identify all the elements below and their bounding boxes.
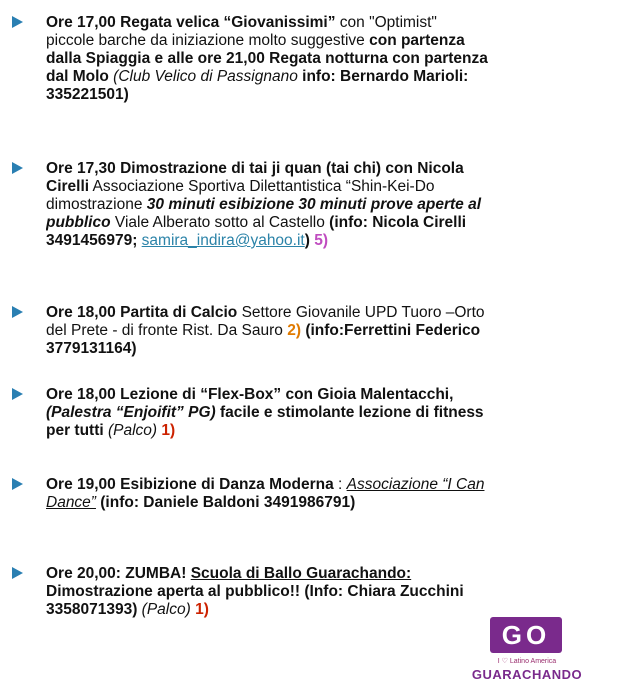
text-segment: Ore 18,00 Partita di Calcio — [46, 304, 238, 321]
text-segment: 3358071393) — [46, 601, 138, 618]
text-segment: Ore 18,00 Lezione di “Flex-Box” con Gioia Malentacchi, — [46, 386, 454, 403]
text-segment: (info: Nicola Cirelli — [329, 214, 467, 231]
text-line — [46, 232, 624, 250]
text-segment: pubblico — [46, 214, 111, 231]
text-segment: (Palestra “Enjoifit” PG) — [46, 404, 216, 421]
text-segment: con "Optimist" — [335, 14, 437, 31]
text-segment: Ore 17,30 Dimostrazione di tai ji quan (tai chi) con Nicola — [46, 160, 464, 177]
text-line — [46, 322, 624, 340]
text-segment: 3779131164) — [46, 340, 137, 357]
event-text — [46, 14, 624, 104]
bullet-arrow-icon — [12, 478, 23, 490]
text-segment: piccole barche da iniziazione molto suggestive — [46, 32, 365, 49]
text-segment: Ore 20,00: ZUMBA! — [46, 565, 191, 582]
text-segment: Ore 19,00 Esibizione di Danza Moderna — [46, 476, 334, 493]
event-text — [46, 304, 624, 358]
text-line — [46, 214, 624, 232]
text-line — [46, 422, 624, 440]
text-line — [46, 50, 624, 68]
logo-tagline: I ♡ Latino America — [497, 658, 557, 665]
text-segment: con partenza — [364, 32, 465, 49]
logo-letters: GO — [501, 620, 551, 650]
text-segment: (info:Ferrettini Federico — [301, 322, 481, 339]
text-line — [46, 68, 624, 86]
text-line — [46, 476, 624, 494]
bullet-arrow-icon — [12, 162, 23, 174]
text-line — [46, 340, 624, 358]
logo-name: GUARACHANDO — [471, 667, 583, 682]
text-segment: Viale Alberato sotto al Castello — [110, 214, 330, 231]
text-segment: Dimostrazione aperta al pubblico!! (Info: Chiara Zucchini — [46, 583, 464, 600]
bullet-arrow-icon — [12, 16, 23, 28]
guarachando-logo — [462, 617, 592, 685]
text-segment: 335221501) — [46, 86, 129, 103]
text-line — [46, 386, 624, 404]
bullet-arrow-icon — [12, 388, 23, 400]
text-segment: dalla Spiaggia e alle ore 21,00 Regata notturna con partenza — [46, 50, 488, 67]
text-line — [46, 494, 624, 512]
text-segment: Scuola di Ballo Guarachando: — [190, 565, 412, 582]
event-item-zumba — [12, 565, 624, 619]
text-segment: dal Molo — [46, 68, 109, 85]
event-item-danza — [12, 476, 624, 512]
text-line — [46, 196, 624, 214]
text-line — [46, 14, 624, 32]
text-segment: 1) — [161, 422, 176, 439]
text-segment: Cirelli — [46, 178, 90, 195]
text-segment: (info: Daniele Baldoni 3491986791) — [95, 494, 356, 511]
event-text — [46, 386, 624, 440]
text-segment: del Prete - di fronte Rist. Da Sauro — [46, 322, 288, 339]
text-line — [46, 404, 624, 422]
text-line — [46, 304, 624, 322]
event-item-regata — [12, 14, 624, 104]
text-segment: (Club Velico di Passignano — [108, 68, 298, 85]
text-segment: 30 minuti esibizione 30 minuti prove aperte al — [146, 196, 482, 213]
bullet-arrow-icon — [12, 567, 23, 579]
text-segment: Associazione Sportiva Dilettantistica “Shin-Kei-Do — [89, 178, 435, 195]
text-line — [46, 583, 624, 601]
text-line — [46, 160, 624, 178]
text-segment: 5) — [314, 232, 328, 249]
text-segment: ) — [304, 232, 315, 249]
text-segment: 2) — [287, 322, 302, 339]
text-segment: info: Bernardo Marioli: — [297, 68, 469, 85]
event-item-calcio — [12, 304, 624, 358]
event-text — [46, 565, 624, 619]
text-segment: : — [333, 476, 347, 493]
text-segment: 1) — [195, 601, 209, 618]
text-segment: Settore Giovanile UPD Tuoro –Orto — [237, 304, 485, 321]
text-segment: Dance” — [46, 494, 96, 511]
event-text — [46, 476, 624, 512]
text-segment: (Palco) — [103, 422, 162, 439]
text-line — [46, 32, 624, 50]
text-line — [46, 565, 624, 583]
event-item-tai-chi — [12, 160, 624, 250]
text-line — [46, 178, 624, 196]
text-segment: facile e stimolante lezione di fitness — [215, 404, 484, 421]
email-link[interactable]: samira_indira@yahoo.it — [141, 232, 305, 249]
text-segment: Ore 17,00 Regata velica “Giovanissimi” — [46, 14, 336, 31]
text-segment: per tutti — [46, 422, 104, 439]
text-segment: dimostrazione — [46, 196, 147, 213]
text-segment: 3491456979; — [46, 232, 142, 249]
text-segment: (Palco) — [137, 601, 196, 618]
bullet-arrow-icon — [12, 306, 23, 318]
event-text — [46, 160, 624, 250]
event-item-flex-box — [12, 386, 624, 440]
logo-box — [490, 617, 562, 653]
text-line — [46, 86, 624, 104]
text-segment: Associazione “I Can — [346, 476, 485, 493]
